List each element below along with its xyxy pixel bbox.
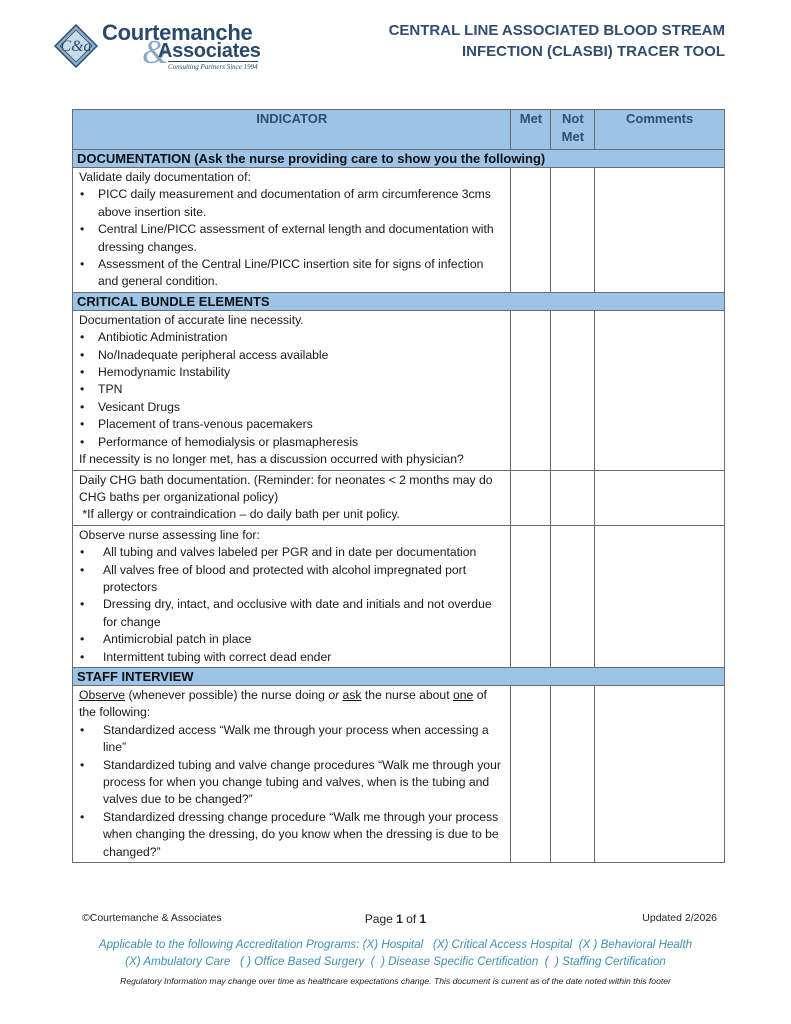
comments-cell[interactable] [595, 310, 725, 470]
footer-accreditation-programs [0, 936, 791, 970]
indicator-outro: If necessity is no longer met, has a discussion occurred with physician? [79, 452, 464, 467]
document-title [389, 20, 725, 62]
indicator-intro: Validate daily documentation of: [79, 170, 251, 184]
met-cell[interactable] [511, 310, 551, 470]
list-item: • Placement of trans-venous pacemakers [79, 416, 504, 433]
indicator-intro: Documentation of accurate line necessity. [79, 312, 304, 327]
met-cell[interactable] [511, 685, 551, 862]
indicator-bullet-list [79, 544, 504, 666]
footer-copyright: ©Courtemanche & Associates [82, 912, 222, 924]
table-row [73, 310, 725, 470]
logo-tagline: Consulting Partners Since 1994 [168, 63, 258, 71]
list-item: • All valves free of blood and protected with alcohol impregnated port protectors [79, 562, 504, 597]
programs-line-1: Applicable to the following Accreditation Programs: (X) Hospital (X) Critical Access Hospital (X ) Behavioral Health [98, 938, 693, 951]
list-item: • Dressing dry, intact, and occlusive with date and initials and not overdue for change [79, 596, 504, 631]
section-row-documentation [73, 150, 725, 168]
section-title-documentation: DOCUMENTATION (Ask the nurse providing care to show you the following) [73, 150, 725, 168]
tracer-table [72, 109, 725, 863]
not-met-cell[interactable] [551, 525, 595, 667]
indicator-note: *If allergy or contraindication – do daily bath per unit policy. [79, 507, 400, 522]
section-row-critical-bundle [73, 292, 725, 310]
indicator-cell [73, 168, 511, 293]
page-mid: of [402, 912, 420, 926]
list-item: • Standardized tubing and valve change procedures “Walk me through your process for when you change tubing and valves, when is the tubing and valves due to be changed?” [79, 757, 504, 809]
not-met-header [551, 110, 595, 150]
not-met-cell[interactable] [551, 685, 595, 862]
section-title-critical-bundle: CRITICAL BUNDLE ELEMENTS [73, 292, 725, 310]
not-met-cell[interactable] [551, 168, 595, 293]
footer-regulatory-note: Regulatory Information may change over time as healthcare expectations change. This document is current as of the date noted within this footer [120, 976, 671, 986]
met-cell[interactable] [511, 470, 551, 525]
table-row [73, 168, 725, 293]
indicator-cell [73, 310, 511, 470]
emphasis-one: one [453, 687, 474, 702]
list-item: • Central Line/PICC assessment of external length and documentation with dressing changes. [79, 221, 504, 256]
comments-cell[interactable] [595, 470, 725, 525]
logo-ampersand: & [142, 34, 169, 71]
emphasis-observe: Observe [79, 687, 126, 702]
indicator-intro: Observe nurse assessing line for: [79, 527, 260, 542]
indicator-bullet-list [79, 329, 504, 451]
indicator-cell [73, 470, 511, 525]
not-met-header-line1: Not [562, 111, 584, 126]
list-item: • All tubing and valves labeled per PGR and in date per documentation [79, 544, 504, 561]
page-current: 1 [396, 912, 403, 926]
programs-line-2: (X) Ambulatory Care ( ) Office Based Surgery ( ) Disease Specific Certification ( ) Staffing Certification [125, 955, 666, 968]
logo-name-line1: Courtemanche [102, 20, 253, 45]
indicator-intro [79, 687, 504, 722]
indicator-header: INDICATOR [73, 110, 511, 150]
comments-cell[interactable] [595, 685, 725, 862]
page-prefix: Page [364, 912, 397, 926]
indicator-bullet-list [79, 186, 504, 290]
list-item: • Antibiotic Administration [79, 329, 504, 346]
not-met-cell[interactable] [551, 470, 595, 525]
section-row-staff-interview [73, 667, 725, 685]
table-row [73, 525, 725, 667]
indicator-bullet-list [79, 722, 504, 861]
emphasis-or: or [328, 687, 340, 702]
met-header: Met [511, 110, 551, 150]
list-item: • Performance of hemodialysis or plasmapheresis [79, 434, 504, 451]
list-item: • No/Inadequate peripheral access available [79, 347, 504, 364]
monogram-diamond-icon [54, 24, 98, 68]
list-item: • TPN [79, 381, 504, 398]
title-line-1: CENTRAL LINE ASSOCIATED BLOOD STREAM [388, 22, 725, 39]
emphasis-ask: ask [342, 687, 362, 702]
table-header-row [73, 110, 725, 150]
comments-cell[interactable] [595, 168, 725, 293]
intro-text: of the following: [79, 687, 487, 720]
comments-header: Comments [595, 110, 725, 150]
comments-cell[interactable] [595, 525, 725, 667]
intro-text: (whenever possible) the nurse doing [125, 687, 329, 702]
list-item: • Standardized access “Walk me through your process when accessing a line” [79, 722, 504, 757]
company-logo [50, 18, 280, 74]
not-met-cell[interactable] [551, 310, 595, 470]
list-item: • Intermittent tubing with correct dead ender [79, 649, 504, 666]
met-cell[interactable] [511, 168, 551, 293]
section-title-staff-interview: STAFF INTERVIEW [73, 667, 725, 685]
list-item: • Antimicrobial patch in place [79, 631, 504, 648]
list-item: • Standardized dressing change procedure “Walk me through your process when changing the dressing, do you know when the dressing is due to be changed?” [79, 809, 504, 861]
table-row [73, 470, 725, 525]
svg-text:C&a: C&a [60, 38, 92, 55]
indicator-text: Daily CHG bath documentation. (Reminder: for neonates < 2 months may do CHG baths per organizational policy) [79, 472, 493, 504]
title-line-2: INFECTION (CLASBI) TRACER TOOL [461, 43, 725, 60]
list-item: • Hemodynamic Instability [79, 364, 504, 381]
met-cell[interactable] [511, 525, 551, 667]
list-item: • Assessment of the Central Line/PICC insertion site for signs of infection and general condition. [79, 256, 504, 291]
not-met-header-line2: Met [561, 129, 585, 144]
footer-updated-date: Updated 2/2026 [642, 912, 717, 924]
list-item: • PICC daily measurement and documentation of arm circumference 3cms above insertion site. [79, 186, 504, 221]
indicator-cell [73, 685, 511, 862]
page-total: 1 [419, 912, 427, 926]
list-item: • Vesicant Drugs [79, 399, 504, 416]
logo-name-line2: Associates [158, 40, 261, 62]
table-row [73, 685, 725, 862]
intro-text: the nurse about [361, 687, 453, 702]
indicator-cell [73, 525, 511, 667]
